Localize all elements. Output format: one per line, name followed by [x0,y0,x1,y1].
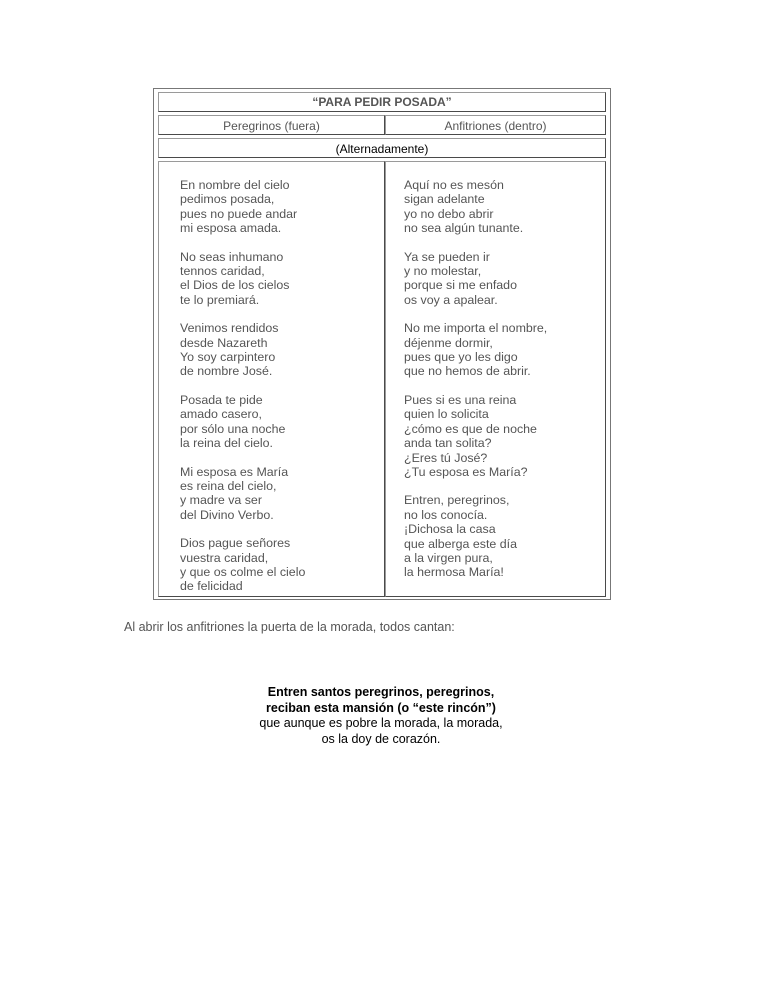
table-title: “PARA PEDIR POSADA” [158,92,606,112]
stanza [180,321,305,379]
refrain-line: os la doy de corazón. [321,731,441,746]
verse-line: la hermosa María! [404,565,504,580]
verse-line: Pues si es una reina [404,392,517,407]
verse-line: por sólo una noche [180,421,286,436]
stanza [404,393,547,479]
peregrinos-verses [180,178,305,608]
verse-line: a la virgen pura, [404,550,493,565]
stanza [404,250,547,308]
verse-line: del Divino Verbo. [180,507,274,522]
verse-line: ¿Tu esposa es María? [404,464,528,479]
verse-line: No me importa el nombre, [404,321,548,336]
verse-line: de nombre José. [180,364,273,379]
verse-line: pedimos posada, [180,192,275,207]
mode-label: (Alternadamente) [158,138,606,158]
header-anfitriones: Anfitriones (dentro) [385,115,606,135]
verse-line: pues no puede andar [180,206,298,221]
intro-text: Al abrir los anfitriones la puerta de la morada, todos cantan: [124,620,455,634]
verse-line: pues que yo les digo [404,350,518,365]
verse-line: yo no debo abrir [404,206,494,221]
verse-line: os voy a apalear. [404,292,498,307]
verse-line: Posada te pide [180,392,263,407]
stanza [404,493,547,579]
verse-line: que alberga este día [404,536,517,551]
verse-line: Yo soy carpintero [180,350,276,365]
verse-line: vuestra caridad, [180,550,269,565]
verse-line: ¡Dichosa la casa [404,522,496,537]
posada-table [153,88,611,600]
verse-line: No seas inhumano [180,249,284,264]
verse-line: de felicidad [180,579,243,594]
verse-line: y que os colme el cielo [180,564,306,579]
verse-line: el Dios de los cielos [180,278,290,293]
verse-line: no sea algún tunante. [404,221,524,236]
verse-line: te lo premiará. [180,292,260,307]
verse-line: porque si me enfado [404,278,517,293]
verse-line: Ya se pueden ir [404,249,490,264]
verse-line: déjenme dormir, [404,335,493,350]
refrain-line: Entren santos peregrinos, peregrinos, [267,685,495,699]
anfitriones-column [385,161,606,597]
verse-line: sigan adelante [404,192,485,207]
verse-line: tennos caridad, [180,264,265,279]
verse-line: ¿cómo es que de noche [404,421,537,436]
verse-line: En nombre del cielo [180,178,290,192]
verse-line: y no molestar, [404,264,482,279]
refrain-line: que aunque es pobre la morada, la morada, [259,716,503,730]
anfitriones-verses [404,178,547,594]
stanza [404,321,547,379]
stanza [180,465,305,523]
verse-line: y madre va ser [180,493,262,508]
peregrinos-column [158,161,385,597]
header-peregrinos: Peregrinos (fuera) [158,115,385,135]
verse-line: amado casero, [180,407,262,422]
verse-line: mi esposa amada. [180,221,282,236]
stanza [404,178,547,236]
verse-line: anda tan solita? [404,436,492,451]
verse-line: Dios pague señores [180,536,291,551]
refrain [200,685,562,747]
stanza [180,178,305,236]
stanza [180,536,305,594]
verse-line: es reina del cielo, [180,478,277,493]
verse-line: desde Nazareth [180,335,268,350]
verse-line: la reina del cielo. [180,436,273,451]
verse-line: quien lo solicita [404,407,489,422]
verse-line: Venimos rendidos [180,321,279,336]
stanza [180,393,305,451]
verse-line: que no hemos de abrir. [404,364,531,379]
verse-line: Aquí no es mesón [404,178,504,192]
verse-line: Mi esposa es María [180,464,289,479]
stanza [180,250,305,308]
verse-line: ¿Eres tú José? [404,450,488,465]
verse-line: Entren, peregrinos, [404,493,510,508]
refrain-line: reciban esta mansión (o “este rincón”) [266,700,496,715]
verse-line: no los conocía. [404,507,488,522]
